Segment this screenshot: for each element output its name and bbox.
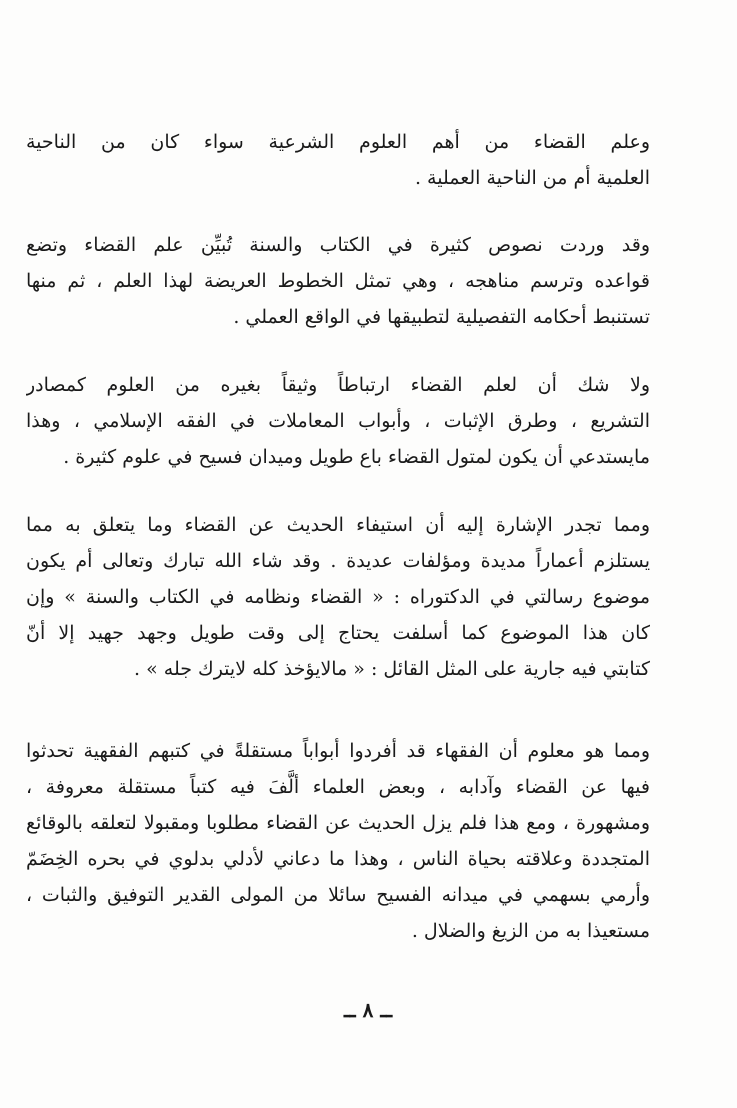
text-line: ومما هو معلوم أن الفقهاء قد أفردوا أبواباً مستقلةً في كتبهم الفقهية تحدثوا (26, 740, 650, 762)
paragraph-1 (26, 124, 650, 196)
text-line: موضوع رسالتي في الدكتوراه : « القضاء ونظامه في الكتاب والسنة » وإن (26, 586, 650, 608)
paragraph-5 (26, 733, 650, 949)
text-line: كتابتي فيه جارية على المثل القائل : « مالايؤخذ كله لايترك جله » . (134, 658, 650, 680)
text-line: ومشهورة ، ومع هذا فلم يزل الحديث عن القضاء مطلوبا ومقبولا لتعلقه بالوقائع (26, 812, 650, 834)
text-line: تستنبط أحكامه التفصيلية لتطبيقها في الواقع العملي . (233, 306, 650, 328)
text-line: ومما تجدر الإشارة إليه أن استيفاء الحديث عن القضاء وما يتعلق به مما (26, 514, 650, 536)
text-line: قواعده وترسم مناهجه ، وهي تمثل الخطوط العريضة لهذا العلم ، ثم منها (26, 270, 650, 292)
text-line: التشريع ، وطرق الإثبات ، وأبواب المعاملات في الفقه الإسلامي ، وهذا (26, 410, 650, 432)
text-line: مستعيذا به من الزيغ والضلال . (411, 920, 650, 942)
text-line: فيها عن القضاء وآدابه ، وبعض العلماء ألَّفَ فيه كتباً مستقلة معروفة ، (26, 776, 650, 798)
text-line: مايستدعي أن يكون لمتول القضاء باع طويل وميدان فسيح في علوم كثيرة . (63, 446, 650, 468)
text-line: كان هذا الموضوع كما أسلفت يحتاج إلى وقت طويل وجهد جهيد إلا أنّ (26, 622, 650, 644)
paragraph-3 (26, 367, 650, 475)
paragraph-2 (26, 227, 650, 335)
page-number: ــ ٨ ــ (343, 998, 393, 1022)
paragraph-4 (26, 507, 650, 687)
text-line: المتجددة وعلاقته بحياة الناس ، وهذا ما دعاني لأدلي بدلوي في بحره الخِضَمّ (26, 848, 650, 870)
text-line: وقد وردت نصوص كثيرة في الكتاب والسنة تُبيِّن علم القضاء وتضع (26, 234, 650, 256)
text-line: وعلم القضاء من أهم العلوم الشرعية سواء كان من الناحية (26, 131, 650, 153)
text-line: ولا شك أن لعلم القضاء ارتباطاً وثيقاً بغيره من العلوم كمصادر (26, 374, 650, 396)
text-line: العلمية أم من الناحية العملية . (414, 167, 650, 189)
text-line: وأرمي بسهمي في ميدانه الفسيح سائلا من المولى القدير التوفيق والثبات ، (26, 884, 650, 906)
text-line: يستلزم أعماراً مديدة ومؤلفات عديدة . وقد شاء الله تبارك وتعالى أم يكون (26, 550, 650, 572)
